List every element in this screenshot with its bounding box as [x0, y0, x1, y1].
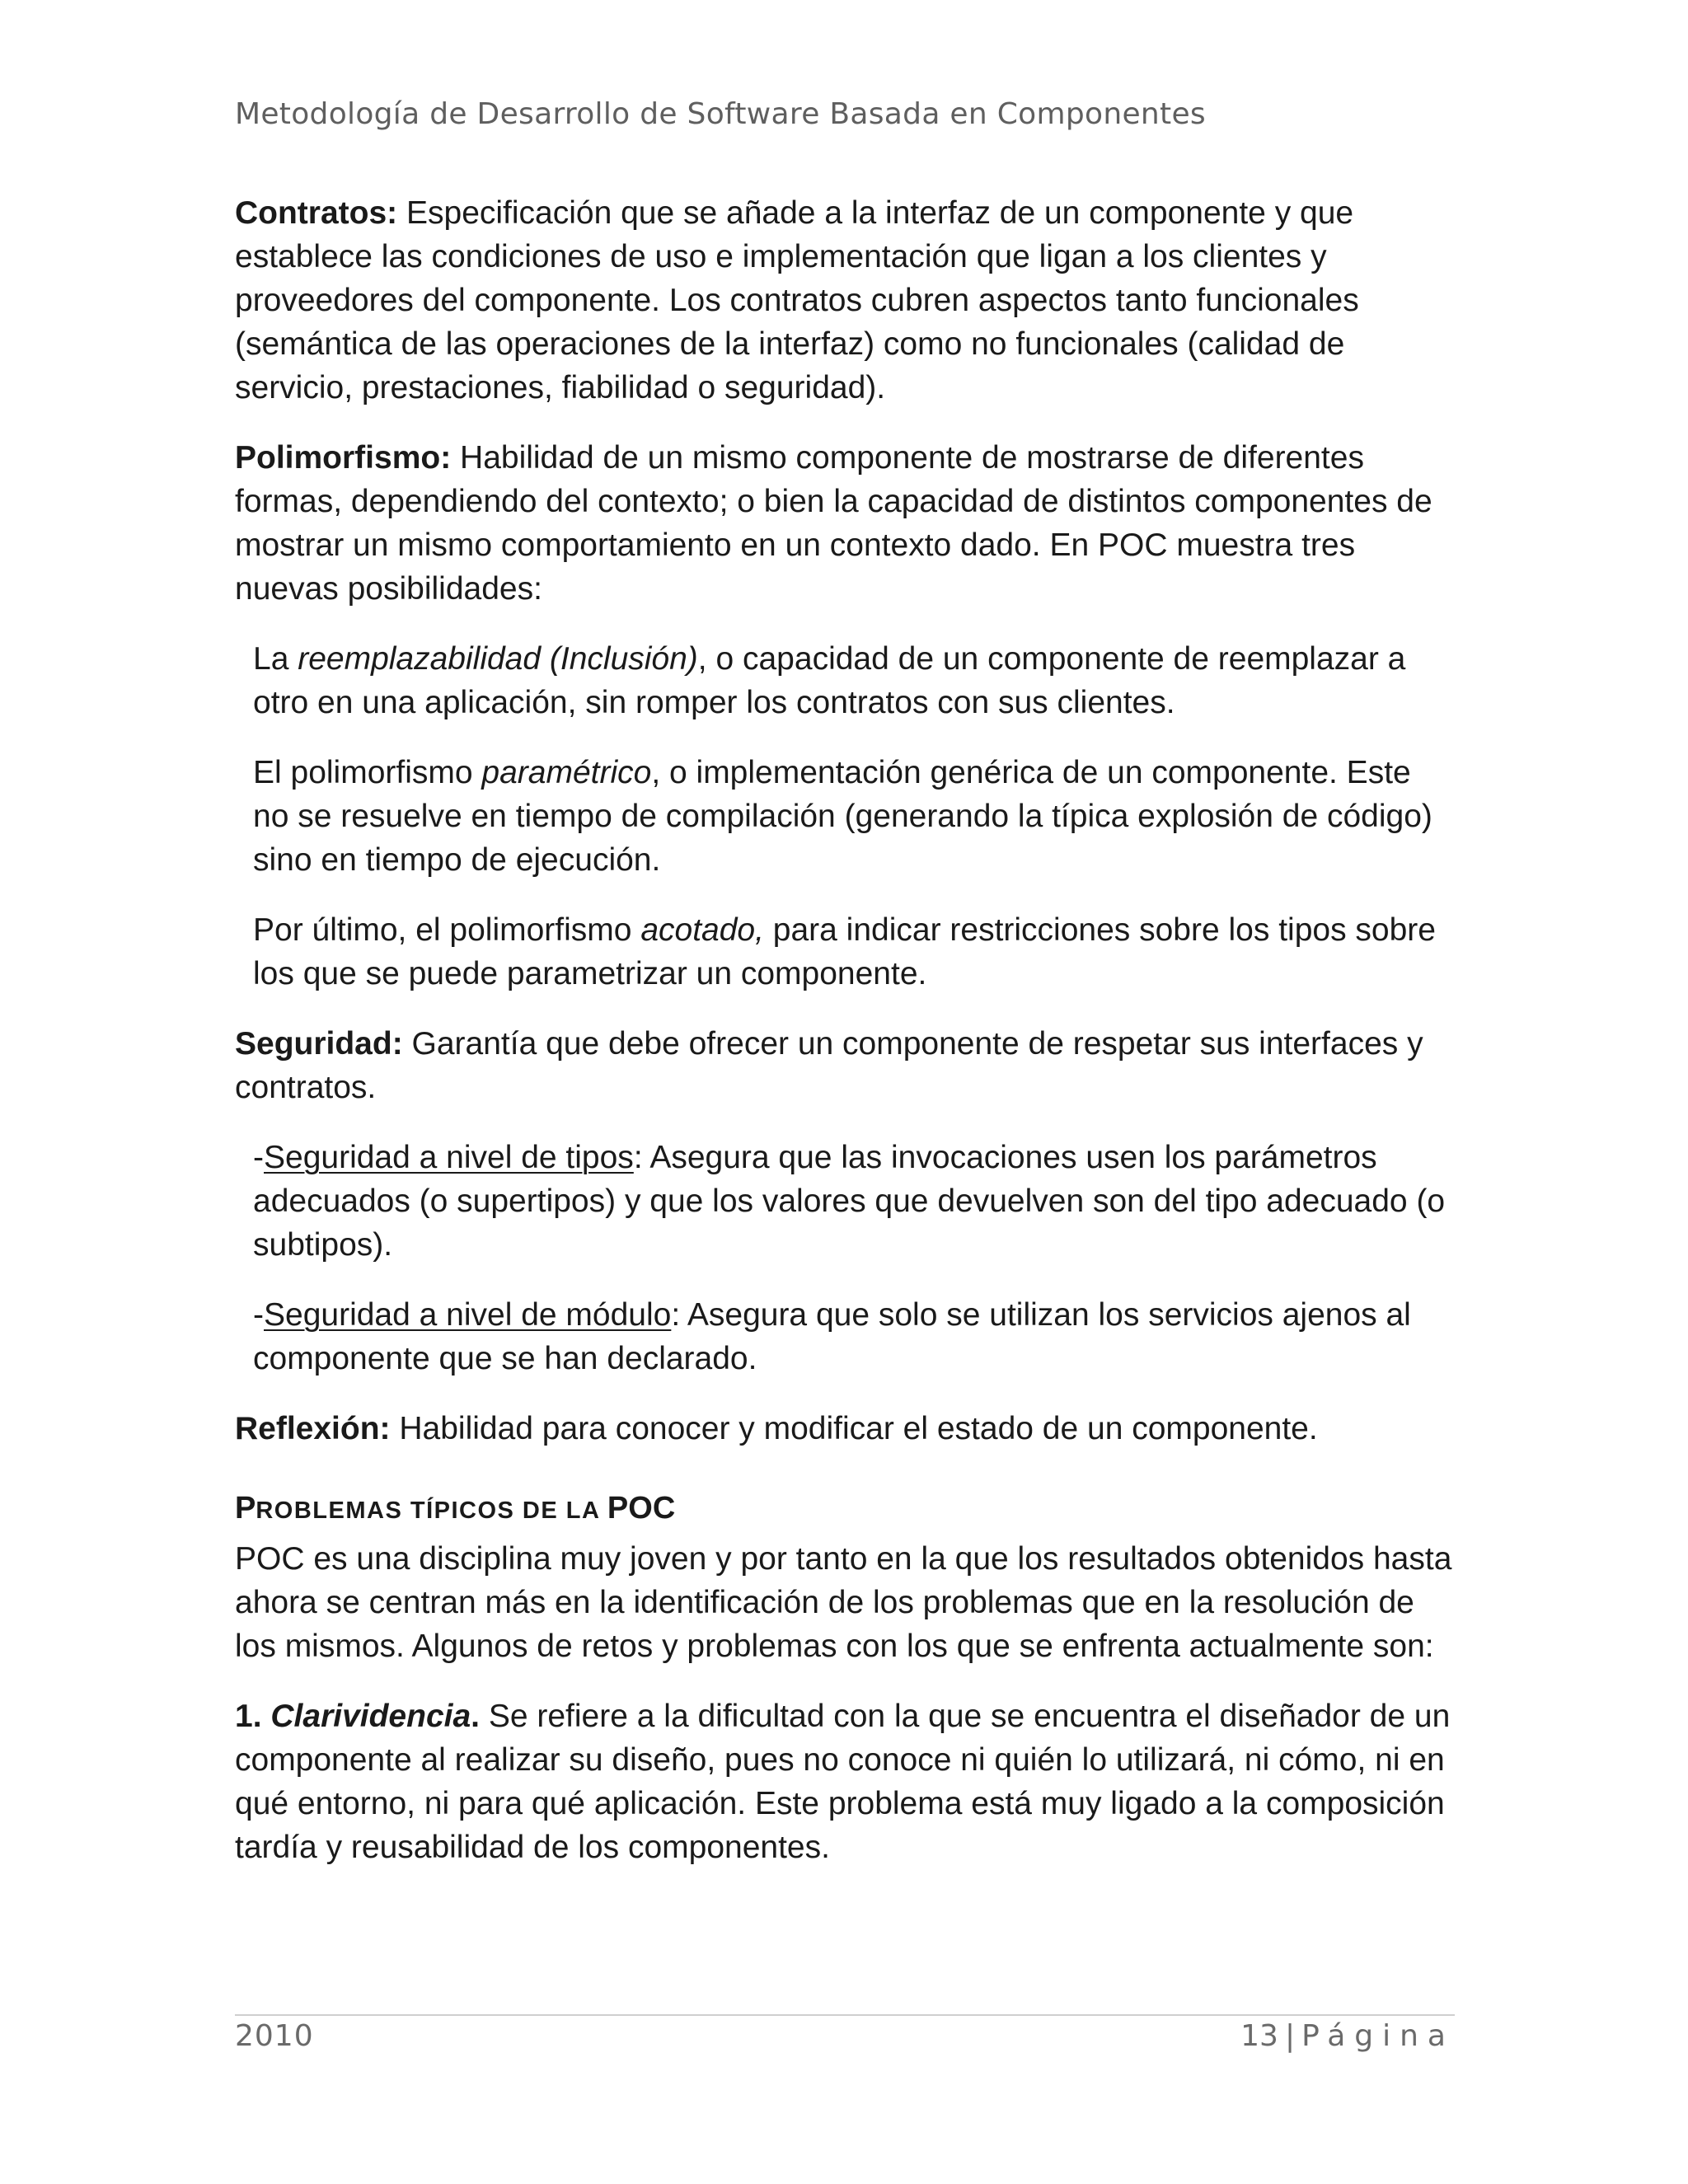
parametrico-italic: paramétrico [481, 755, 652, 790]
footer-divider [235, 2014, 1455, 2016]
parametrico-prefix: El polimorfismo [253, 755, 482, 790]
paragraph-reemplazabilidad [235, 637, 1455, 724]
parametrico-text: , o implementación genérica de un componente. Este no se resuelve en tiempo de compilación (generando la típica explosión de código) sino en tiempo de ejecución. [253, 755, 1432, 878]
paragraph-seguridad [235, 1022, 1455, 1109]
reemplazabilidad-prefix: La [253, 641, 298, 677]
seguridad-tipos-underlined: Seguridad a nivel de tipos [264, 1140, 634, 1175]
item-period: . [471, 1699, 480, 1734]
seguridad-tipos-text: : Asegura que las invocaciones usen los parámetros adecuados (o supertipos) y que los valores que devuelven son del tipo adecuado (o subtipos). [253, 1140, 1446, 1263]
term-contratos: Contratos: [235, 195, 398, 231]
footer-year: 2010 [235, 2019, 314, 2053]
seguridad-modulo-text: : Asegura que solo se utilizan los servicios ajenos al componente que se han declarado. [253, 1297, 1411, 1376]
list-item-clarividencia [235, 1694, 1455, 1869]
definition-seguridad: Garantía que debe ofrecer un componente de respetar sus interfaces y contratos. [235, 1026, 1423, 1105]
running-header: Metodología de Desarrollo de Software Basada en Componentes [235, 97, 1206, 131]
definition-reflexion: Habilidad para conocer y modificar el estado de un componente. [390, 1411, 1318, 1446]
seguridad-tipos-dash: - [253, 1140, 264, 1175]
paragraph-seguridad-tipos [235, 1136, 1455, 1267]
heading-cap-2: POC [607, 1491, 676, 1526]
paragraph-acotado [235, 908, 1455, 996]
term-polimorfismo: Polimorfismo: [235, 440, 452, 476]
term-seguridad: Seguridad: [235, 1026, 403, 1062]
seguridad-modulo-underlined: Seguridad a nivel de módulo [264, 1297, 672, 1333]
section-heading [235, 1488, 1455, 1530]
reemplazabilidad-italic: reemplazabilidad (Inclusión) [298, 641, 698, 677]
heading-small-1: ROBLEMAS TÍPICOS DE LA [256, 1497, 607, 1524]
page-number: 13 [1240, 2019, 1278, 2053]
reemplazabilidad-text: , o capacidad de un componente de reemplazar a otro en una aplicación, sin romper los contratos con sus clientes. [253, 641, 1406, 720]
paragraph-polimorfismo [235, 436, 1455, 611]
definition-polimorfismo: Habilidad de un mismo componente de mostrarse de diferentes formas, dependiendo del contexto; o bien la capacidad de distintos componentes de mostrar un mismo comportamiento en un contexto dado. En POC muestra tres nuevas posibilidades: [235, 440, 1432, 607]
term-reflexion: Reflexión: [235, 1411, 391, 1446]
document-body [235, 191, 1455, 1896]
section-intro: POC es una disciplina muy joven y por tanto en la que los resultados obtenidos hasta ahora se centran más en la identificación de los problemas que en la resolución de los mismos. Algunos de retos y problemas con los que se enfrenta actualmente son: [235, 1541, 1452, 1664]
paragraph-contratos [235, 191, 1455, 410]
paragraph-parametrico [235, 751, 1455, 882]
item-text: Se refiere a la dificultad con la que se encuentra el diseñador de un componente al realizar su diseño, pues no conoce ni quién lo utilizará, ni cómo, ni en qué entorno, ni para qué aplicación. Este problema está muy ligado a la composición tardía y reusabilidad de los componentes. [235, 1699, 1451, 1865]
paragraph-reflexion [235, 1407, 1455, 1451]
acotado-text: para indicar restricciones sobre los tipos sobre los que se puede parametrizar un componente. [253, 912, 1436, 991]
item-title: Clarividencia [270, 1699, 471, 1734]
page-separator: | [1284, 2019, 1296, 2053]
item-number: 1. [235, 1699, 271, 1734]
heading-cap-1: P [235, 1491, 256, 1526]
paragraph-seguridad-modulo [235, 1293, 1455, 1380]
definition-contratos: Especificación que se añade a la interfaz de un componente y que establece las condiciones de uso e implementación que ligan a los clientes y proveedores del componente. Los contratos cubren aspectos tanto funcionales (semántica de las operaciones de la interfaz) como no funcionales (calidad de servicio, prestaciones, fiabilidad o seguridad). [235, 195, 1359, 405]
acotado-italic: acotado, [640, 912, 764, 948]
page-word: Página [1301, 2019, 1455, 2053]
footer-page-number [1240, 2019, 1455, 2053]
acotado-prefix: Por último, el polimorfismo [253, 912, 641, 948]
seguridad-modulo-dash: - [253, 1297, 264, 1333]
